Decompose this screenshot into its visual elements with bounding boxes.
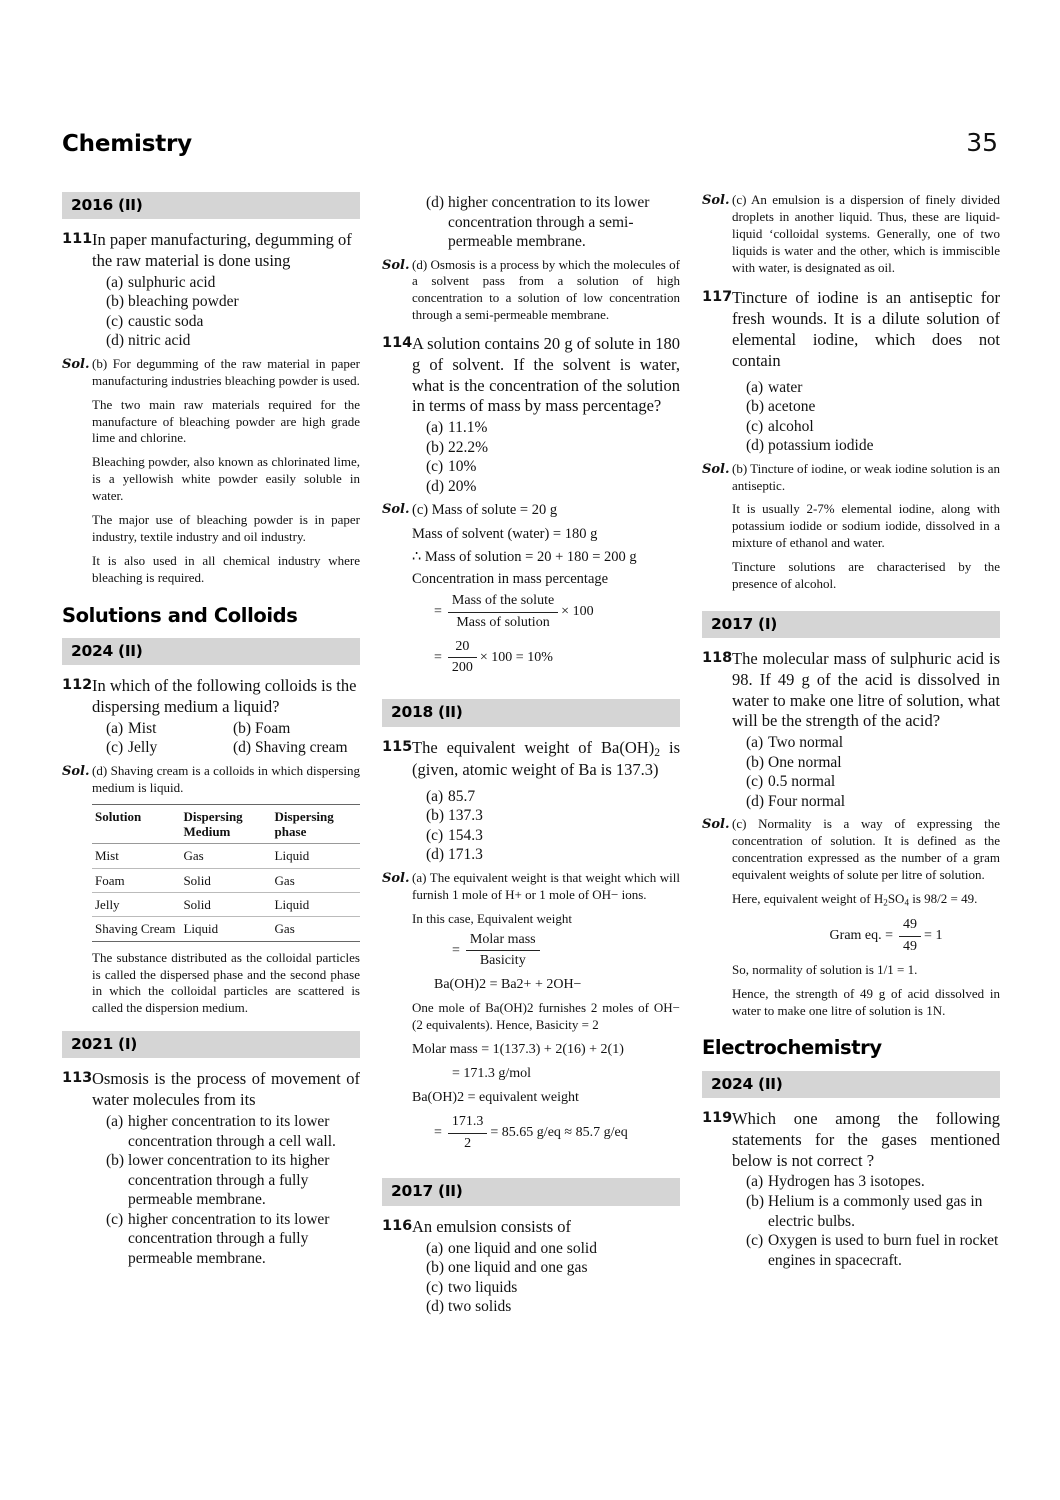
solution-line: Concentration in mass percentage — [412, 570, 609, 587]
question-text: In paper manufacturing, degumming of the raw material is done using — [92, 230, 352, 271]
option-a[interactable] — [426, 1239, 680, 1259]
text-mid: SO — [887, 890, 905, 906]
option-label: (b) — [106, 293, 125, 311]
page-number: 35 — [966, 128, 998, 157]
option-b[interactable] — [426, 806, 680, 826]
solution-114 — [382, 501, 680, 683]
formula-equivalent-weight-value — [412, 1113, 680, 1154]
formula-molar-mass-value: = 171.3 g/mol — [452, 1065, 532, 1081]
option-label: (d) — [426, 846, 445, 864]
question-text: An emulsion consists of — [412, 1216, 572, 1236]
question-117 — [702, 288, 1000, 455]
option-label: (a) — [106, 273, 124, 291]
table-cell: Solid — [180, 892, 271, 916]
solution-tag: Sol. — [382, 257, 410, 273]
option-b[interactable] — [106, 1151, 360, 1210]
option-text: 85.7 — [448, 787, 476, 805]
solution-tag: Sol. — [382, 502, 410, 518]
solution-paragraph: Bleaching powder, also known as chlorinated lime, is a yellowish white powder easily soluble in water. — [92, 454, 360, 504]
option-b[interactable] — [746, 1192, 1000, 1231]
option-label: (a) — [746, 734, 764, 752]
question-text: In which of the following colloids is the dispersing medium a liquid? — [92, 676, 357, 717]
option-a[interactable] — [746, 378, 1000, 398]
formula-gram-equivalent — [732, 916, 1000, 957]
option-label: (d) — [746, 792, 765, 810]
option-text: one liquid and one gas — [448, 1259, 588, 1277]
solution-paragraph: (d) Shaving cream is a colloids in which dispersing medium is liquid. — [92, 762, 360, 795]
option-label: (c) — [746, 773, 764, 791]
table-cell: Liquid — [272, 844, 360, 868]
option-text: 0.5 normal — [768, 773, 836, 791]
option-d[interactable] — [746, 792, 1000, 812]
table-header-cell: Dispersing phase — [272, 804, 360, 844]
text-post: is 98/2 = 49. — [908, 890, 978, 906]
option-list — [412, 418, 680, 496]
solution-paragraph: (c) Normality is a way of expressing the concentration of solution. It is defined as the concentration expressed as the number of a gram equivalent weights of solute per litre of solution. — [732, 816, 1000, 882]
option-label: (b) — [233, 719, 252, 737]
question-114 — [382, 334, 680, 496]
option-d[interactable] — [746, 436, 1000, 456]
option-text: water — [768, 378, 803, 396]
option-b[interactable] — [233, 719, 360, 739]
formula-tail: × 100 = 10% — [479, 649, 553, 665]
table-cell: Gas — [272, 917, 360, 941]
option-label: (a) — [746, 1173, 764, 1191]
question-number: 118 — [702, 650, 733, 667]
table-cell: Mist — [92, 844, 180, 868]
question-text — [412, 738, 680, 781]
subscript: 4 — [904, 897, 909, 908]
option-label: (d) — [426, 477, 445, 495]
equals-sign: = — [452, 942, 460, 958]
option-label: (b) — [746, 1192, 765, 1210]
solution-paragraph: The two main raw materials required for the manufacture of bleaching powder are high grade lime and chlorine. — [92, 396, 360, 446]
option-d[interactable] — [233, 738, 360, 758]
option-label: (b) — [106, 1152, 125, 1170]
page-header — [62, 128, 998, 157]
option-label: (a) — [106, 1113, 124, 1131]
option-list — [732, 378, 1000, 456]
option-text: Oxygen is used to burn fuel in rocket engines in spacecraft. — [768, 1232, 999, 1269]
option-text: two liquids — [448, 1278, 518, 1296]
solution-line: (c) Mass of solute = 20 g — [412, 502, 558, 519]
solution-paragraph: Tincture solutions are characterised by the presence of alcohol. — [732, 559, 1000, 591]
option-text: 154.3 — [448, 826, 483, 844]
fraction-numerator: Mass of the solute — [448, 592, 558, 613]
option-label: (b) — [426, 438, 445, 456]
option-text: one liquid and one solid — [448, 1239, 597, 1257]
solution-tag: Sol. — [702, 817, 730, 833]
option-text: Jelly — [128, 739, 158, 757]
section-heading-electrochemistry: Electrochemistry — [702, 1036, 882, 1060]
formula-equivalent-weight-label: Ba(OH)2 = equivalent weight — [412, 1089, 579, 1105]
colloids-table — [92, 804, 360, 942]
option-label: (d) — [746, 437, 765, 455]
question-115 — [382, 738, 680, 865]
table-cell: Gas — [180, 844, 271, 868]
equals-sign: = — [434, 603, 442, 619]
year-heading-2017-ii: 2017 (II) — [382, 1178, 680, 1205]
fraction-numerator: 171.3 — [448, 1113, 488, 1134]
solution-tag: Sol. — [702, 461, 730, 477]
fraction-denominator: 49 — [903, 938, 918, 954]
formula-tail: = 1 — [924, 927, 943, 943]
option-c[interactable] — [746, 772, 1000, 792]
formula-molar-mass: Molar mass = 1(137.3) + 2(16) + 2(1) — [412, 1042, 624, 1058]
option-text: bleaching powder — [128, 293, 239, 311]
option-text: 11.1% — [448, 419, 488, 437]
option-text: Mist — [128, 719, 157, 737]
option-list — [732, 1172, 1000, 1270]
option-text: Two normal — [768, 734, 844, 752]
solution-tag: Sol. — [702, 193, 730, 208]
fraction-denominator: 2 — [464, 1135, 472, 1151]
option-a[interactable] — [746, 1172, 1000, 1192]
solution-paragraph: It is usually 2-7% elemental iodine, along with potassium iodide or sodium iodide, dissolved in a mixture of ethanol and water. — [732, 501, 1000, 551]
question-text-pre: The equivalent weight of Ba(OH) — [412, 737, 655, 757]
solution-line: Mass of solvent (water) = 180 g — [412, 526, 598, 543]
option-text: alcohol — [768, 417, 814, 435]
question-116 — [382, 1217, 680, 1317]
option-a[interactable] — [106, 1112, 360, 1151]
option-label: (c) — [746, 417, 764, 435]
option-c[interactable] — [426, 457, 680, 477]
option-d[interactable] — [426, 193, 680, 252]
solution-115 — [382, 870, 680, 1159]
column-3 — [702, 192, 1000, 1319]
question-number: 112 — [62, 677, 93, 694]
fraction — [899, 916, 921, 957]
option-d[interactable] — [426, 477, 680, 497]
question-number-spacer — [382, 192, 412, 252]
fraction-denominator: 200 — [451, 660, 473, 676]
year-heading-2021-i: 2021 (I) — [62, 1031, 360, 1058]
option-label: (a) — [426, 787, 444, 805]
fraction — [448, 592, 558, 633]
option-c[interactable] — [746, 417, 1000, 437]
solution-paragraph: In this case, Equivalent weight — [412, 910, 572, 926]
table-cell: Liquid — [272, 892, 360, 916]
fraction-denominator: Basicity — [479, 953, 526, 969]
question-113 — [62, 1069, 360, 1268]
option-text: Shaving cream — [255, 739, 348, 757]
table-row — [92, 868, 360, 892]
option-list — [412, 193, 680, 252]
solution-paragraph: (d) Osmosis is a process by which the molecules of a solvent pass from a solution of high concentration to a solution of low concentration through a semi-permeable membrane. — [412, 256, 680, 323]
option-label: (d) — [233, 739, 252, 757]
solution-paragraph: The substance distributed as the colloidal particles is called the dispersed phase and the second phase in which the colloidal particles are scattered is called the dispersion medium. — [92, 949, 360, 1016]
option-label: (c) — [106, 312, 124, 330]
fraction-numerator: 49 — [899, 916, 921, 937]
option-c[interactable] — [106, 738, 233, 758]
formula-dissociation: Ba(OH)2 = Ba2+ + 2OH− — [434, 977, 582, 993]
question-number: 115 — [382, 738, 413, 755]
table-cell: Foam — [92, 868, 180, 892]
option-text: sulphuric acid — [128, 273, 216, 291]
table-cell: Solid — [180, 868, 271, 892]
formula-tail: × 100 — [561, 603, 594, 619]
question-text: Tincture of iodine is an antiseptic for fresh wounds. It is a dilute solution of elemental iodine, which does not contain — [732, 288, 1000, 370]
option-b[interactable] — [106, 292, 360, 312]
option-text: higher concentration to its lower concentration through a fully permeable membrane. — [128, 1210, 330, 1267]
question-text: A solution contains 20 g of solute in 180 g of solvent. If the solvent is water, what is the concentration of the solution in terms of mass by mass percentage? — [412, 334, 680, 416]
solution-paragraph: (b) Tincture of iodine, or weak iodine solution is an antiseptic. — [732, 460, 1000, 493]
fraction — [466, 931, 540, 972]
fraction-numerator: Molar mass — [466, 931, 540, 952]
option-label: (d) — [106, 332, 125, 350]
solution-paragraph: So, normality of solution is 1/1 = 1. — [732, 961, 918, 977]
option-c[interactable] — [426, 826, 680, 846]
option-b[interactable] — [746, 397, 1000, 417]
option-label: (d) — [426, 194, 445, 211]
option-label: (c) — [746, 1232, 764, 1250]
solution-tag: Sol. — [62, 356, 90, 372]
question-113-continued — [382, 192, 680, 252]
question-number: 116 — [382, 1217, 413, 1234]
question-text: The molecular mass of sulphuric acid is 98. If 49 g of the acid is dissolved in water to make one litre of solution, what will be the strength of the acid? — [732, 649, 1000, 731]
option-label: (c) — [106, 1210, 124, 1228]
option-c[interactable] — [746, 1231, 1000, 1270]
page-title: Chemistry — [62, 131, 192, 157]
option-label: (b) — [426, 1259, 445, 1277]
column-2 — [382, 192, 680, 1319]
question-112 — [62, 676, 360, 758]
option-list — [732, 733, 1000, 811]
question-number: 119 — [702, 1110, 733, 1127]
option-text: caustic soda — [128, 312, 204, 330]
solution-paragraph: (c) An emulsion is a dispersion of finely divided droplets in another liquid. Thus, these are liquid-liquid ‘colloidal systems. Generally, one of two liquids is water and the other, which is immiscible with water, is designated as oil. — [732, 192, 1000, 275]
option-text: acetone — [768, 398, 816, 416]
formula-label: Gram eq. = — [829, 927, 894, 943]
question-text: Osmosis is the process of movement of water molecules from its — [92, 1069, 360, 1110]
question-number: 113 — [62, 1070, 93, 1087]
option-text: higher concentration to its lower concentration through a semi-permeable membrane. — [448, 194, 650, 251]
solution-tag: Sol. — [62, 763, 90, 779]
table-row — [92, 844, 360, 868]
question-number: 117 — [702, 289, 733, 306]
option-label: (c) — [426, 458, 444, 476]
table-cell: Shaving Cream — [92, 917, 180, 941]
solution-111 — [62, 356, 360, 587]
table-header-cell: Dispersing Medium — [180, 804, 271, 844]
formula-tail: = 85.65 g/eq ≈ 85.7 g/eq — [490, 1124, 628, 1140]
option-label: (b) — [746, 753, 765, 771]
question-number: 114 — [382, 335, 413, 352]
option-label: (a) — [746, 378, 764, 396]
table-cell: Liquid — [180, 917, 271, 941]
column-1 — [62, 192, 360, 1319]
option-a[interactable] — [106, 719, 233, 739]
option-list — [412, 787, 680, 865]
option-label: (a) — [426, 1239, 444, 1257]
formula-mass-percentage — [412, 592, 680, 633]
solution-line: ∴ Mass of solution = 20 + 180 = 200 g — [412, 548, 637, 565]
table-row — [92, 892, 360, 916]
option-b[interactable] — [426, 1258, 680, 1278]
solution-paragraph: It is also used in all chemical industry where bleaching is required. — [92, 552, 360, 585]
option-c[interactable] — [426, 1278, 680, 1298]
subscript: 2 — [654, 746, 660, 759]
option-c[interactable] — [106, 312, 360, 332]
text-pre: Here, equivalent weight of H — [732, 890, 884, 906]
option-list — [412, 1239, 680, 1317]
option-text: two solids — [448, 1298, 512, 1316]
option-list — [92, 719, 360, 758]
fraction — [448, 1113, 488, 1154]
formula-mass-percentage-value — [412, 638, 680, 679]
option-text: Foam — [255, 719, 291, 737]
option-d[interactable] — [106, 331, 360, 351]
solution-113 — [382, 257, 680, 325]
question-text-post: is (given, atomic weight of Ba is 137.3) — [412, 737, 680, 780]
solution-116 — [702, 192, 1000, 276]
option-text: One normal — [768, 753, 842, 771]
year-heading-2016-ii: 2016 (II) — [62, 192, 360, 219]
table-cell: Jelly — [92, 892, 180, 916]
option-label: (b) — [426, 807, 445, 825]
table-row — [92, 917, 360, 941]
option-text: Hydrogen has 3 isotopes. — [768, 1173, 925, 1191]
solution-paragraph: Hence, the strength of 49 g of acid dissolved in water to make one litre of solution is 1N. — [732, 985, 1000, 1018]
year-heading-2024-ii: 2024 (II) — [702, 1071, 1000, 1098]
option-label: (a) — [426, 419, 444, 437]
option-a[interactable] — [426, 418, 680, 438]
option-b[interactable] — [746, 753, 1000, 773]
option-text: Helium is a commonly used gas in electric bulbs. — [768, 1192, 983, 1230]
solution-paragraph: (b) For degumming of the raw material in paper manufacturing industries bleaching powder is used. — [92, 355, 360, 388]
option-list — [92, 273, 360, 351]
fraction-numerator: 20 — [448, 638, 477, 659]
option-d[interactable] — [426, 845, 680, 865]
option-d[interactable] — [426, 1297, 680, 1317]
option-list — [92, 1112, 360, 1268]
solution-paragraph: One mole of Ba(OH)2 furnishes 2 moles of OH− (2 equivalents). Hence, Basicity = 2 — [412, 1000, 680, 1033]
fraction — [448, 638, 477, 679]
option-text: lower concentration to its higher concentration through a fully permeable membrane. — [128, 1152, 330, 1209]
option-label: (c) — [106, 739, 124, 757]
solution-112 — [62, 763, 360, 1017]
section-heading-solutions-and-colloids: Solutions and Colloids — [62, 603, 298, 627]
option-text: Four normal — [768, 792, 846, 810]
year-heading-2024-ii: 2024 (II) — [62, 638, 360, 665]
equals-sign: = — [434, 649, 442, 665]
solution-118 — [702, 816, 1000, 1019]
table-header-row — [92, 804, 360, 844]
option-text: 22.2% — [448, 438, 489, 456]
option-text: 20% — [448, 477, 477, 495]
question-119 — [702, 1109, 1000, 1270]
table-cell: Gas — [272, 868, 360, 892]
option-label: (b) — [746, 398, 765, 416]
solution-paragraph-formula — [732, 891, 1000, 909]
option-a[interactable] — [746, 733, 1000, 753]
option-c[interactable] — [106, 1210, 360, 1269]
option-label: (c) — [426, 1278, 444, 1296]
solution-paragraph: (a) The equivalent weight is that weight which will furnish 1 mole of H+ or 1 mole of OH− ions. — [412, 869, 680, 902]
option-label: (c) — [426, 826, 444, 844]
table-header-cell: Solution — [92, 804, 180, 844]
subscript: 2 — [883, 897, 888, 908]
solution-117 — [702, 461, 1000, 593]
option-b[interactable] — [426, 438, 680, 458]
formula-equivalent-weight — [412, 931, 680, 972]
option-a[interactable] — [426, 787, 680, 807]
option-label: (d) — [426, 1298, 445, 1316]
year-heading-2018-ii: 2018 (II) — [382, 699, 680, 726]
option-text: 171.3 — [448, 846, 483, 864]
option-text: potassium iodide — [768, 437, 874, 455]
question-118 — [702, 649, 1000, 811]
question-111 — [62, 230, 360, 351]
option-text: 10% — [448, 458, 477, 476]
option-text: higher concentration to its lower concentration through a cell wall. — [128, 1113, 336, 1150]
question-number: 111 — [62, 231, 93, 248]
option-a[interactable] — [106, 273, 360, 293]
question-text: Which one among the following statements for the gases mentioned below is not correct ? — [732, 1109, 1000, 1170]
year-heading-2017-i: 2017 (I) — [702, 611, 1000, 638]
option-text: nitric acid — [128, 332, 191, 350]
solution-paragraph: The major use of bleaching powder is in paper industry, textile industry and oil industry. — [92, 512, 360, 544]
option-label: (a) — [106, 719, 124, 737]
solution-tag: Sol. — [382, 870, 410, 886]
three-column-layout — [62, 192, 1002, 1319]
equals-sign: = — [434, 1124, 442, 1140]
option-text: 137.3 — [448, 807, 483, 825]
fraction-denominator: Mass of solution — [456, 614, 550, 630]
